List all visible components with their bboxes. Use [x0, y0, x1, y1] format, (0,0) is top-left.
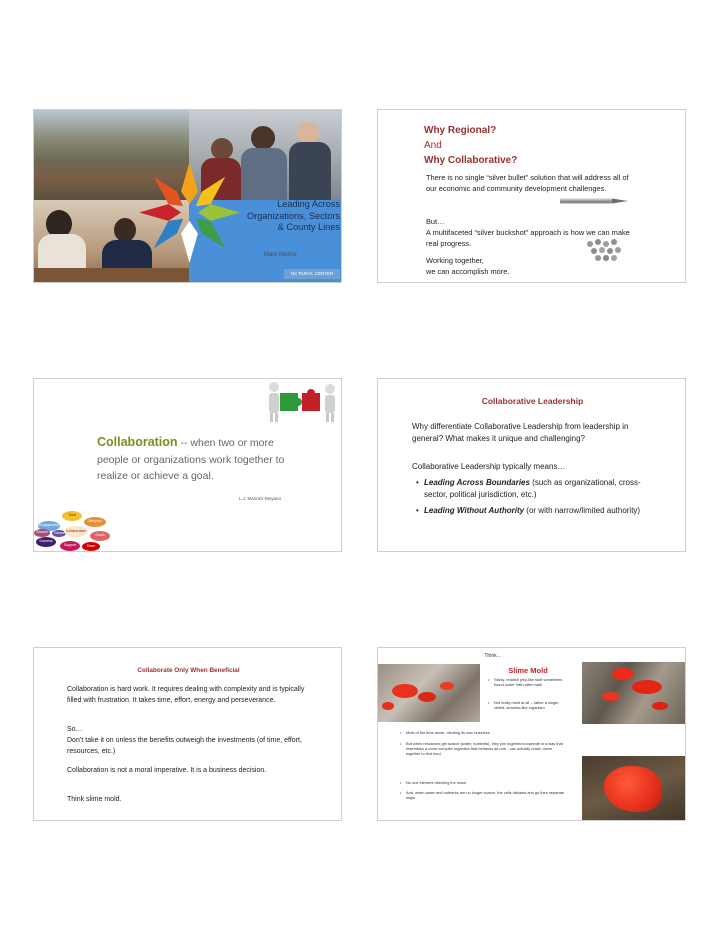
business-decision-paragraph: Collaboration is not a moral imperative. It is a business decision.	[67, 767, 267, 774]
slime-mold-closeup-photo	[582, 756, 686, 821]
point-no-director: • No one element directing the show	[400, 780, 560, 785]
but-text: But…	[426, 217, 445, 226]
bullet-1-text: (such as organizational, cross-sector, political jurisdiction, etc.)	[424, 478, 641, 499]
collaboration-definition	[97, 434, 287, 485]
bubble-goals: Goals	[90, 531, 110, 541]
bullet-leading-across-boundaries	[416, 477, 651, 500]
point-alone: • Most of the time alone, minding its own business	[400, 730, 560, 735]
collaboration-bubbles-diagram	[34, 507, 112, 552]
slide-title: Collaborative Leadership	[481, 396, 584, 406]
heading-and: And	[424, 140, 442, 151]
silver-bullet-icon	[560, 196, 630, 206]
title-line-3: & County Lines	[277, 222, 340, 232]
author-name: Mark Moline	[264, 252, 297, 258]
slide-2-why-regional	[377, 109, 686, 283]
definition-text: -- when two or more people or organizations work together to realize or achieve a goal.	[97, 437, 285, 482]
so-text: So…	[67, 726, 83, 733]
definition-attribution: L.J. Marinez-Moyano	[239, 496, 282, 501]
point-cooperate: • But when resources get scarce (water, nutrients), they join together/cooperate in a way that resembles a more complex organism that behaves as one…can actually crawl, move together to find food	[400, 741, 565, 756]
bubble-respect: Respect	[84, 517, 106, 527]
bullet-2-emphasis: Leading Without Authority	[424, 506, 525, 515]
puzzle-figures-icon	[264, 379, 342, 423]
think-slime-mold-text: Think slime mold.	[67, 796, 122, 803]
fact-not-mold: • Not really mold at all – rather a single-celled, amoeba-like organism	[488, 700, 563, 710]
slime-mold-log-photo	[582, 662, 686, 724]
bubble-trust: Trust	[62, 511, 82, 521]
buckshot-pellets-icon	[584, 238, 624, 262]
slide-4-collaborative-leadership	[377, 378, 686, 552]
typically-means: Collaborative Leadership typically means…	[412, 462, 566, 471]
benefits-paragraph: Don’t take it on unless the benefits outweigh the investments (of time, effort, resources, etc.)	[67, 737, 302, 755]
bubble-collaboration: Collaboration	[64, 526, 88, 537]
think-label: Think…	[484, 653, 502, 659]
slide-5-collaborate-when-beneficial	[33, 647, 342, 821]
title-line-1: Leading Across	[277, 199, 340, 209]
slide-3-collaboration-definition	[33, 378, 342, 552]
fact-sticky-jelly: • Sticky, reddish jelly-like stuff sometimes found under half-rotten bark	[488, 677, 563, 687]
silver-buckshot-text: A multifaceted “silver buckshot” approach is how we can make real progress.	[426, 228, 630, 248]
bubble-support: Support	[60, 541, 80, 551]
intro-question: Why differentiate Collaborative Leadership from leadership in general? What makes it unique and challenging?	[412, 422, 629, 443]
point-disband: • And, when water and nutrients are no longer scarce, the cells disband and go their separate ways.	[400, 790, 565, 800]
accomplish-more-text: we can accomplish more.	[426, 267, 510, 276]
presentation-title	[230, 199, 340, 234]
bullet-2-text: (or with narrow/limited authority)	[524, 506, 641, 515]
star-logo-icon	[137, 160, 242, 265]
slide-1-title	[33, 109, 342, 283]
heading-why-regional: Why Regional?	[424, 125, 497, 136]
working-together-text: Working together,	[426, 256, 484, 265]
bubble-shared: Shared	[34, 529, 50, 537]
nc-rural-center-badge: NC RURAL CENTER	[284, 269, 340, 279]
bullet-leading-without-authority	[416, 505, 651, 517]
heading-why-collaborative: Why Collaborative?	[424, 155, 518, 166]
bubble-success: Success	[36, 537, 56, 547]
silver-bullet-text: There is no single “silver bullet” solution that will address all of our economic and community development challenges.	[426, 173, 629, 193]
title-line-2: Organizations, Sectors	[247, 210, 340, 221]
bubble-team: Team	[82, 542, 100, 551]
slide-title: Collaborate Only When Beneficial	[137, 667, 240, 674]
slime-mold-title: Slime Mold	[508, 666, 548, 675]
bubble-values: Values	[52, 530, 66, 537]
bubble-engagement: Engagement	[38, 521, 60, 531]
hard-work-paragraph: Collaboration is hard work. It requires dealing with complexity and is typically filled with frustration. It takes time, effort, energy and perseverance.	[67, 686, 305, 704]
collaboration-word: Collaboration	[97, 435, 178, 449]
bullet-1-emphasis: Leading Across Boundaries	[424, 478, 530, 487]
slime-mold-bark-photo	[378, 664, 480, 722]
slide-6-slime-mold	[377, 647, 686, 821]
